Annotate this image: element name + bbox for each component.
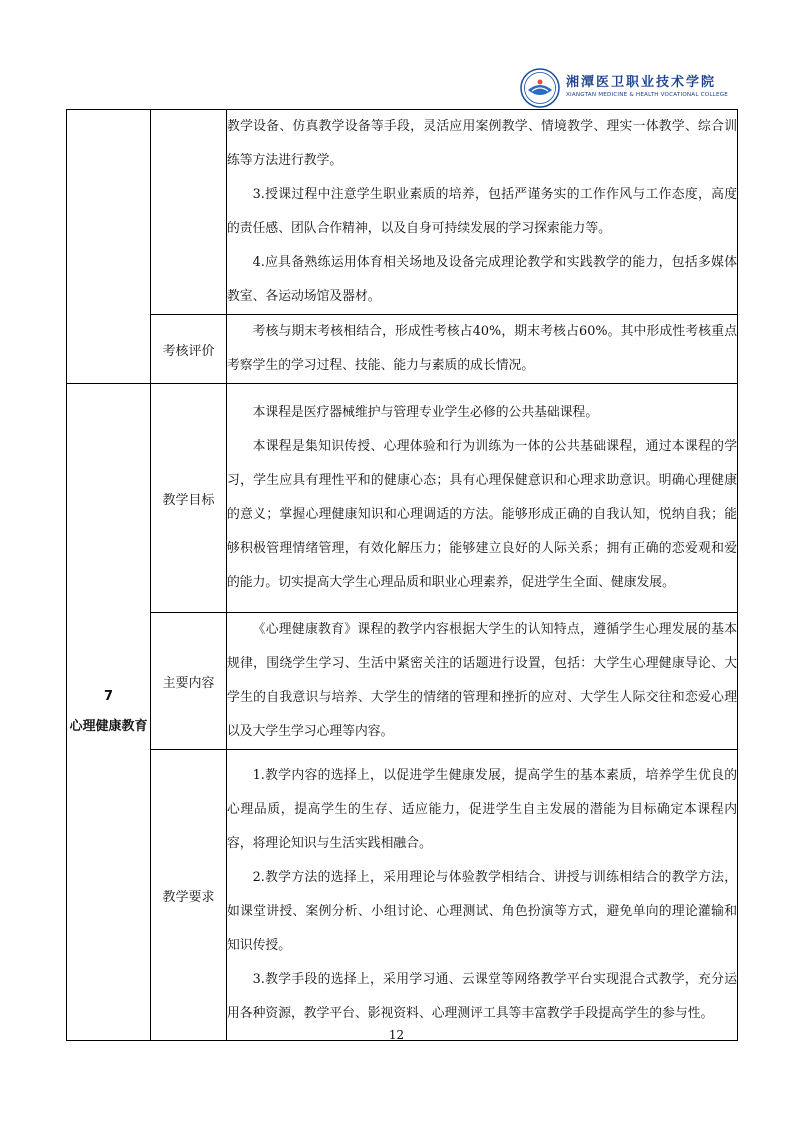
table-row (67, 110, 738, 315)
course-name: 心理健康教育 (69, 719, 148, 734)
row-label: 教学要求 (151, 750, 227, 1041)
row-label: 考核评价 (151, 315, 227, 384)
college-name: 湘潭医卫职业技术学院 (566, 75, 717, 90)
course-number: 7 (103, 689, 114, 704)
content-cell (227, 613, 738, 750)
college-logo-icon (520, 68, 560, 108)
paragraph: 本课程是医疗器械维护与管理专业学生必修的公共基础课程。 (252, 405, 599, 420)
paragraph: 4.应具备熟练运用体育相关场地及设备完成理论教学和实践教学的能力，包括多媒体教室、各运动场馆及器材。 (227, 255, 737, 304)
content-cell (227, 315, 738, 384)
college-english-name: XIANGTAN MEDICINE & HEALTH VOCATIONAL COLLEGE (566, 92, 728, 98)
page-number: 12 (388, 1028, 405, 1042)
paragraph: 3.授课过程中注意学生职业素质的培养，包括严谨务实的工作作风与工作态度，高度的责任感、团队合作精神，以及自身可持续发展的学习探索能力等。 (227, 187, 737, 236)
paragraph: 2.教学方法的选择上，采用理论与体验教学相结合、讲授与训练相结合的教学方法，如课堂讲授、案例分析、小组讨论、心理测试、角色扮演等方式，避免单向的理论灌输和知识传授。 (227, 870, 737, 953)
page-header (520, 68, 750, 108)
prev-course-cell (67, 110, 151, 384)
course-cell (67, 384, 151, 1041)
row-label: 教学目标 (151, 384, 227, 613)
content-cell (227, 750, 738, 1041)
row-label: 主要内容 (151, 613, 227, 750)
content-cell (227, 384, 738, 613)
paragraph: 考核与期末考核相结合，形成性考核占40%，期末考核占60%。其中形成性考核重点考察学生的学习过程、技能、能力与素质的成长情况。 (227, 324, 737, 373)
paragraph: 本课程是集知识传授、心理体验和行为训练为一体的公共基础课程，通过本课程的学习，学生应具有理性平和的健康心态；具有心理保健意识和心理求助意识。明确心理健康的意义；掌握心理健康知识和心理调适的方法。能够形成正确的自我认知，悦纳自我；能够积极管理情绪管理，有效化解压力；能够建立良好的人际关系；拥有正确的恋爱观和爱的能力。切实提高大学生心理品质和职业心理素养，促进学生全面、健康发展。 (227, 439, 737, 590)
curriculum-table (66, 109, 738, 1041)
table-row (67, 315, 738, 384)
paragraph: 3.教学手段的选择上，采用学习通、云课堂等网络教学平台实现混合式教学，充分运用各种资源，教学平台、影视资料、心理测评工具等丰富教学手段提高学生的参与性。 (227, 972, 737, 1021)
paragraph: 《心理健康教育》课程的教学内容根据大学生的认知特点，遵循学生心理发展的基本规律，围绕学生学习、生活中紧密关注的话题进行设置，包括：大学生心理健康导论、大学生的自我意识与培养、大学生的情绪的管理和挫折的应对、大学生人际交往和恋爱心理以及大学生学习心理等内容。 (227, 622, 737, 739)
content-cell (227, 110, 738, 315)
paragraph: 教学设备、仿真教学设备等手段，灵活应用案例教学、情境教学、理实一体教学、综合训练等方法进行教学。 (227, 119, 737, 168)
table-row (67, 384, 738, 613)
table-row (67, 613, 738, 750)
table-row (67, 750, 738, 1041)
row-label-cell (151, 110, 227, 315)
paragraph: 1.教学内容的选择上，以促进学生健康发展，提高学生的基本素质，培养学生优良的心理品质，提高学生的生存、适应能力，促进学生自主发展的潜能为目标确定本课程内容，将理论知识与生活实践相融合。 (227, 768, 737, 851)
